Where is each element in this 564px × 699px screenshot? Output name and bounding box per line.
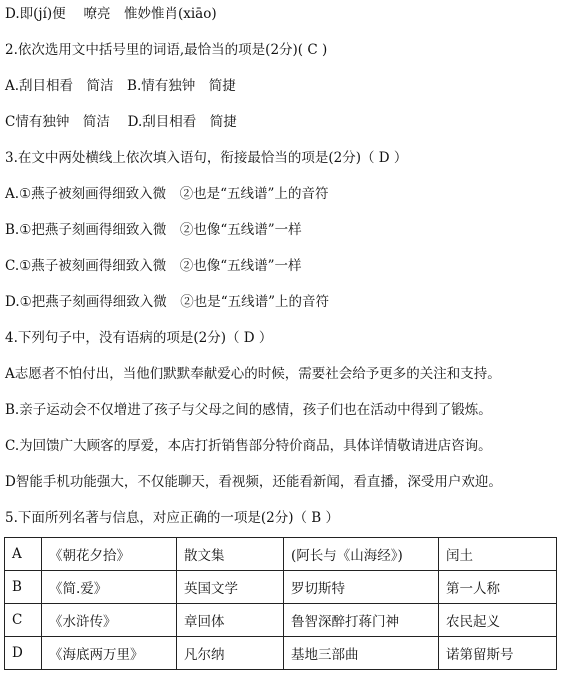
- question-3: 3.在文中两处横线上依次填入语句，衔接最恰当的项是(2分)（ D ）: [5, 150, 408, 166]
- table-cell: 《简.爱》: [42, 571, 177, 604]
- q4-option-b: B.亲子运动会不仅增进了孩子与父母之间的感情，孩子们也在活动中得到了锻炼。: [5, 402, 492, 418]
- table-cell: B: [5, 571, 42, 604]
- question-2: 2.依次选用文中括号里的词语,最恰当的项是(2分)( C ): [5, 42, 328, 58]
- table-cell: 基地三部曲: [284, 637, 439, 670]
- table-cell: 章回体: [177, 604, 284, 637]
- table-row: [5, 637, 557, 670]
- q3-option-c: C.①燕子被刻画得细致入微 ②也像“五线谱”一样: [5, 258, 302, 274]
- table-cell: 农民起义: [439, 604, 557, 637]
- table-cell: 散文集: [177, 538, 284, 571]
- table-cell: A: [5, 538, 42, 571]
- question-5: 5.下面所列名著与信息，对应正确的一项是(2分)（ B ）: [5, 510, 340, 526]
- table-cell: C: [5, 604, 42, 637]
- option-d-q1: D.即(jí)便 嘹亮 惟妙惟肖(xiāo): [5, 6, 217, 22]
- table-cell: 诺第留斯号: [439, 637, 557, 670]
- table-cell: 《海底两万里》: [42, 637, 177, 670]
- table-row: [5, 571, 557, 604]
- q2-options-cd: C情有独钟 简洁 D.刮目相看 简捷: [5, 114, 237, 130]
- table-cell: 英国文学: [177, 571, 284, 604]
- q3-option-a: A.①燕子被刻画得细致入微 ②也是“五线谱”上的音符: [5, 186, 329, 202]
- table-row: [5, 538, 557, 571]
- q3-option-b: B.①把燕子刻画得细致入微 ②也像“五线谱”一样: [5, 222, 302, 238]
- table-cell: 闰土: [439, 538, 557, 571]
- table-row: [5, 604, 557, 637]
- table-cell: 第一人称: [439, 571, 557, 604]
- table-cell: 《朝花夕拾》: [42, 538, 177, 571]
- table-cell: 罗切斯特: [284, 571, 439, 604]
- table-cell: 凡尔纳: [177, 637, 284, 670]
- q2-options-ab: A.刮目相看 简洁 B.情有独钟 简捷: [5, 78, 236, 94]
- q4-option-d: D智能手机功能强大，不仅能聊天，看视频，还能看新闻，看直播，深受用户欢迎。: [5, 474, 502, 490]
- question-4: 4.下列句子中，没有语病的项是(2分)（ D ）: [5, 330, 273, 346]
- table-cell: (阿长与《山海经》): [284, 538, 439, 571]
- novels-table: [4, 537, 557, 670]
- q4-option-a: A志愿者不怕付出，当他们默默奉献爱心的时候，需要社会给予更多的关注和支持。: [5, 366, 501, 382]
- table-cell: 《水浒传》: [42, 604, 177, 637]
- q4-option-c: C.为回馈广大顾客的厚爱，本店打折销售部分特价商品，具体详情敬请进店咨询。: [5, 438, 492, 454]
- table-cell: D: [5, 637, 42, 670]
- table-cell: 鲁智深醉打蒋门神: [284, 604, 439, 637]
- q3-option-d: D.①把燕子刻画得细致入微 ②也是“五线谱”上的音符: [5, 294, 330, 310]
